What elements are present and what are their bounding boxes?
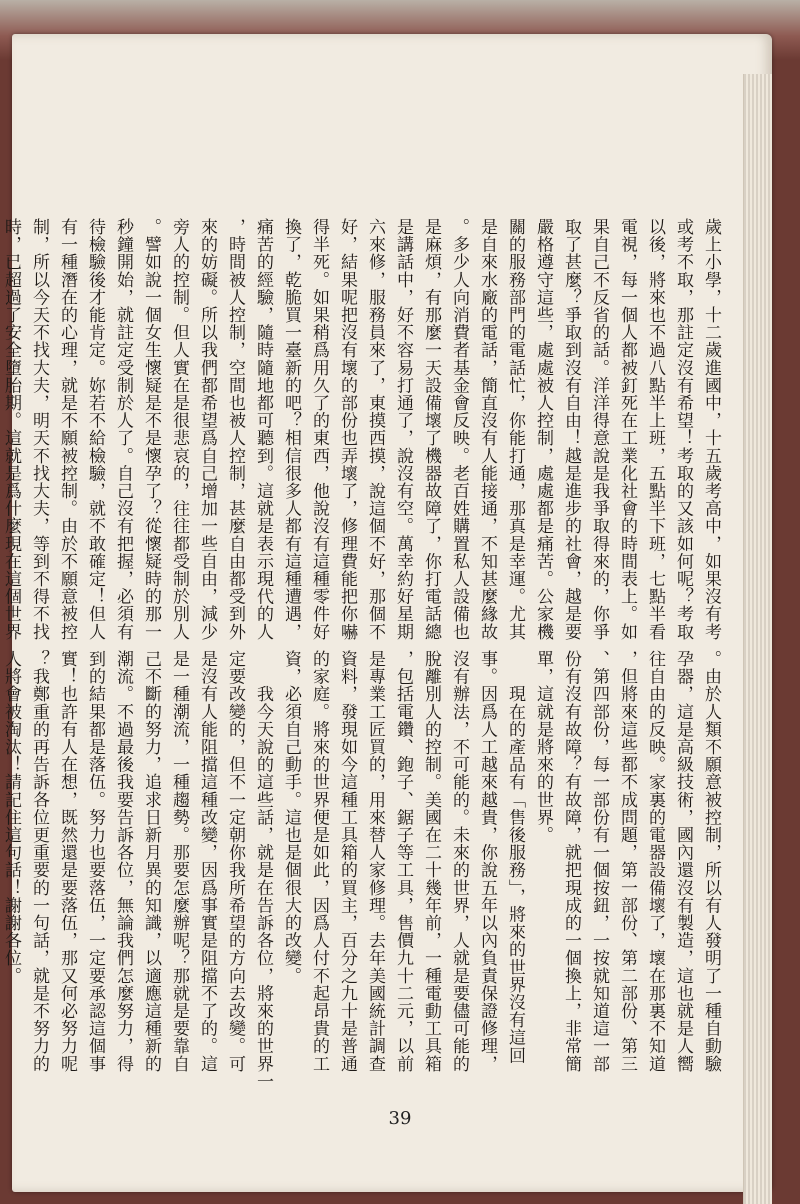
text-column: 資，必須自己動手。這也是個很大的改變。: [281, 650, 301, 985]
text-column: 是自來水廠的電話，簡直沒有人能接通，不知甚麼緣故: [477, 218, 497, 641]
text-column: ，但將來這些都不成問題，第一部份、第二部份、第三: [617, 650, 637, 1073]
text-column: 是講話中，好不容易打通了，說沒有空。萬幸約好星期: [393, 218, 413, 641]
text-column: 取了甚麼？爭取到沒有自由！越是進步的社會，越是要: [561, 218, 581, 641]
text-column: 旁人的控制。但人實在是很悲哀的，往往都受制於別人: [169, 218, 189, 641]
text-column: 實！也許有人在想，既然還是要落伍，那又何必努力呢: [57, 650, 77, 1073]
text-column: 秒鐘開始，就註定受制於人了。自己沒有把握，必須有: [113, 218, 133, 641]
text-column: 來的妨礙。所以我們都希望爲自己增加一些自由，減少: [197, 218, 217, 641]
text-column: 制，所以今天不找大夫，明天不找大夫，等到不得不找: [29, 218, 49, 641]
text-column: 、第四部份，每一部份有一個按鈕，一按就知道這一部: [589, 650, 609, 1073]
text-column: 得半死。如果稍爲用久了的東西，他說沒有這種零件好: [309, 218, 329, 641]
text-column: 或考不取，那註定沒有希望！考取的又該如何呢？考取: [673, 218, 693, 641]
text-column: 有一種潛在的心理，就是不願被控制。由於不願意被控: [57, 218, 77, 641]
text-column: ，包括電鑽、鉋子、鋸子等工具，售價九十二元，以前: [393, 650, 413, 1073]
text-column: 是專業工匠買的，用來替人家修理。去年美國統計調查: [365, 650, 385, 1073]
text-column: 事。因爲人工越來越貴，你說五年以內負責保證修理，: [477, 650, 497, 1073]
text-column: 孕器，這是高級技術，國內還沒有製造，這也就是人嚮: [673, 650, 693, 1073]
text-column: 。譬如說一個女生懷疑是不是懷孕了？從懷疑時的那一: [141, 218, 161, 641]
text-column: 己不斷的努力，追求日新月異的知識，以適應這種新的: [141, 650, 161, 1073]
text-column: 是沒有人能阻擋這種改變，因爲事實是阻擋不了的。這: [197, 650, 217, 1073]
text-column: 。由於人類不願意被控制，所以有人發明了一種自動驗: [701, 650, 721, 1073]
text-column: 好，結果呢把沒有壞的部份也弄壞了，修理費能把你嚇: [337, 218, 357, 641]
text-column: 關的服務部門的電話忙，你能打通，那真是幸運。尤其: [505, 218, 525, 641]
upper-text-block: [1, 218, 725, 641]
text-column: 現在的產品有「售後服務」，將來的世界沒有這回: [505, 650, 525, 1064]
text-column: 待檢驗後才能肯定。妳若不給檢驗，就不敢確定！但人: [85, 218, 105, 641]
text-column: 資料，發現如今這種工具箱的買主，百分之九十是普通: [337, 650, 357, 1073]
page-edge: [743, 74, 772, 1204]
text-column: 痛苦的經驗，隨時隨地都可聽到。這就是表示現代的人: [253, 218, 273, 641]
text-column: 潮流。不過最後我要告訴各位，無論我們怎麼努力，得: [113, 650, 133, 1073]
text-column: 電視，每一個人都被釘死在工業化社會的時間表上。如: [617, 218, 637, 641]
text-column: ，時間被人控制，空間也被人控制，甚麼自由都受到外: [225, 218, 245, 641]
text-column: ？我鄭重的再告訴各位更重要的一句話，就是不努力的: [29, 650, 49, 1073]
text-column: 換了，乾脆買一臺新的吧？相信很多人都有這種遭遇，: [281, 218, 301, 641]
text-column: 歲上小學，十二歲進國中，十五歲考高中，如果沒有考: [701, 218, 721, 641]
text-column: 單，這就是將來的世界。: [533, 650, 553, 844]
text-column: 以後，將來也不過八點半上班，五點半下班，七點半看: [645, 218, 665, 641]
text-column: 是麻煩，有那麼一天設備壞了機器故障了，你打電話總: [421, 218, 441, 641]
text-column: 是一種潮流，一種趨勢。那要怎麼辦呢？那就是要靠自: [169, 650, 189, 1073]
text-column: 到的結果都是落伍。努力也要落伍，一定要承認這個事: [85, 650, 105, 1073]
lower-text-block: [1, 650, 725, 1090]
text-column: 份有沒有故障？有故障，就把現成的一個換上，非常簡: [561, 650, 581, 1073]
text-column: 的家庭。將來的世界便是如此，因爲人付不起昂貴的工: [309, 650, 329, 1073]
text-column: 沒有辦法，不可能的。未來的世界，人就是要儘可能的: [449, 650, 469, 1073]
text-column: 六來修，服務員來了，東摸西摸，說這個不好，那個不: [365, 218, 385, 641]
text-column: 嚴格遵守這些，處處被人控制，處處都是痛苦。公家機: [533, 218, 553, 641]
text-column: 。多少人向消費者基金會反映。老百姓購置私人設備也: [449, 218, 469, 641]
text-column: 定要改變的，但不一定朝你我所希望的方向去改變。可: [225, 650, 245, 1073]
text-column: 我今天說的這些話，就是在告訴各位，將來的世界一: [253, 650, 273, 1090]
text-column: 脫離別人的控制。美國在二十幾年前，一種電動工具箱: [421, 650, 441, 1073]
text-column: 人將會被淘汰！請記住這句話！謝謝各位。: [1, 650, 21, 985]
page-number: 39: [388, 1108, 412, 1129]
text-column: 果自己不反省的話。洋洋得意說是我爭取得來的，你爭: [589, 218, 609, 641]
text-column: 往自由的反映。家裏的電器設備壞了，壞在那裏不知道: [645, 650, 665, 1073]
text-column: 時，已超過了安全墮胎期。這就是爲什麼現在這個世界: [1, 218, 21, 641]
